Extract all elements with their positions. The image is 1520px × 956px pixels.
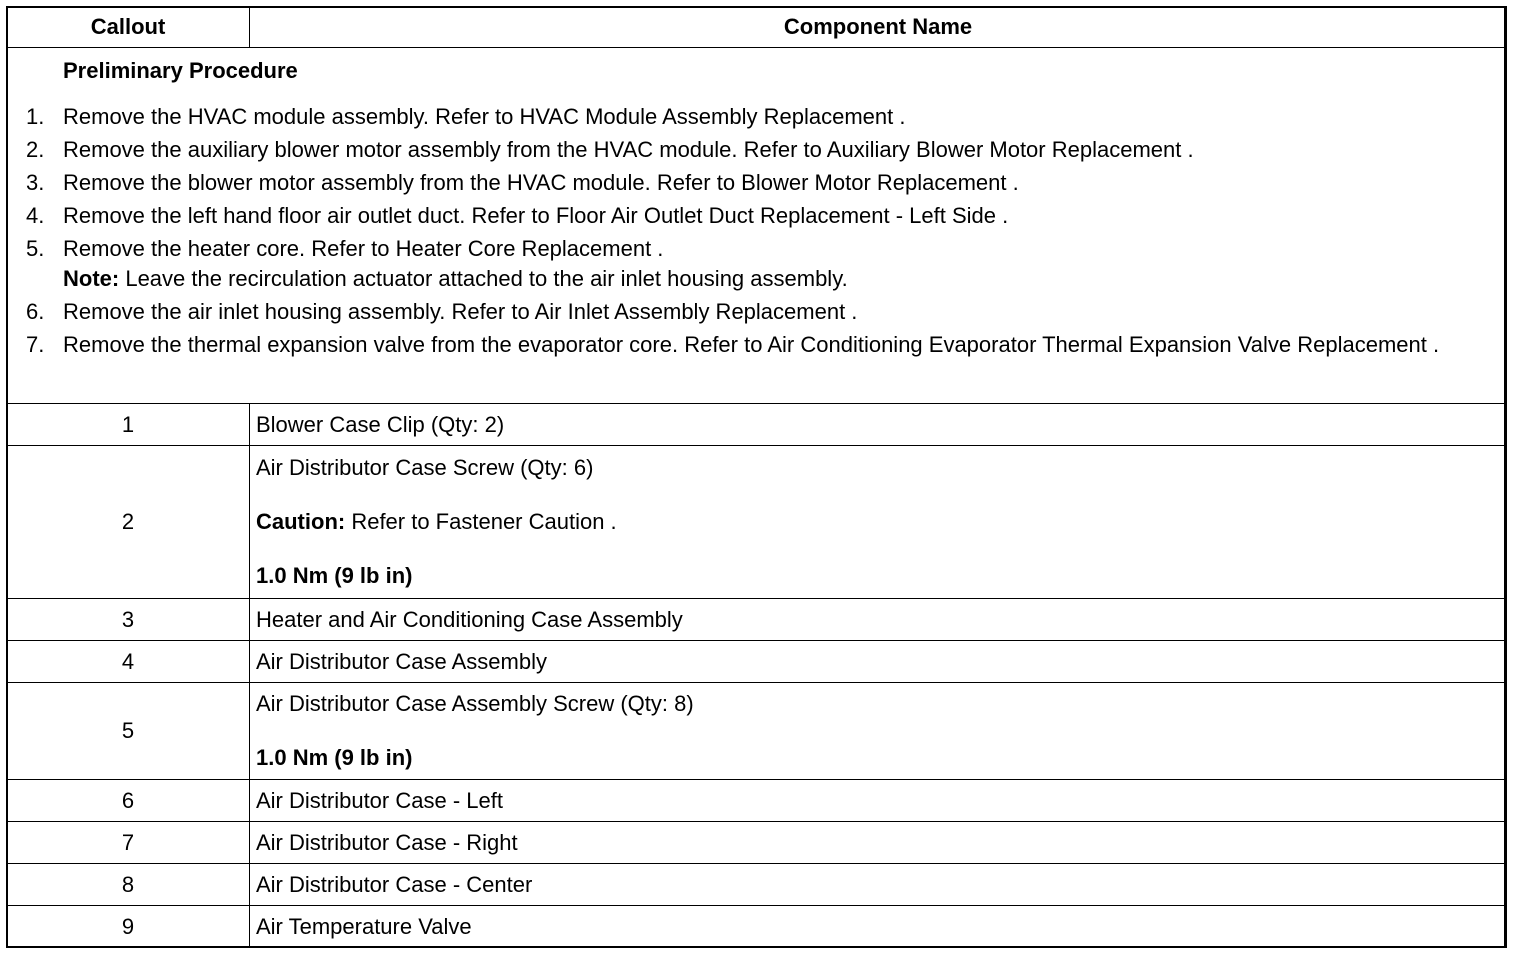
callout-number: 5 [7,683,250,780]
component-name: Air Distributor Case Assembly Screw (Qty: 8) [256,691,694,716]
component-name: Air Distributor Case Assembly [250,641,1507,683]
procedure-step [7,102,1506,132]
step-text: Remove the heater core. Refer to Heater Core Replacement . [63,236,664,261]
callout-number: 8 [7,864,250,906]
component-name: Heater and Air Conditioning Case Assembly [250,599,1507,641]
component-name: Air Distributor Case - Right [250,822,1507,864]
table-row [7,641,1507,683]
procedure-step [7,168,1506,198]
step-text: Remove the blower motor assembly from the HVAC module. Refer to Blower Motor Replacement . [63,170,1019,195]
note-label: Note: [63,266,120,291]
torque-spec: 1.0 Nm (9 lb in) [256,745,413,770]
procedure-title: Preliminary Procedure [63,58,298,83]
step-text: Remove the air inlet housing assembly. Refer to Air Inlet Assembly Replacement . [63,299,858,324]
procedure-step [7,297,1506,327]
component-name: Air Distributor Case Screw (Qty: 6) [256,455,594,480]
callout-number: 1 [7,404,250,446]
procedure-step [7,330,1506,360]
procedure-step [7,135,1506,165]
step-text: Remove the HVAC module assembly. Refer to HVAC Module Assembly Replacement . [63,104,906,129]
component-name: Blower Case Clip (Qty: 2) [250,404,1507,446]
torque-spec: 1.0 Nm (9 lb in) [256,563,413,588]
caution-text: Refer to Fastener Caution . [345,509,617,534]
step-number: 6. [26,299,45,324]
callout-number: 3 [7,599,250,641]
caution-line [256,507,1506,537]
procedure-row [7,48,1507,404]
procedure-steps [7,102,1506,360]
procedure-step [7,201,1506,231]
component-name: Air Distributor Case - Center [250,864,1507,906]
callout-table [6,6,1507,948]
step-number: 3. [26,170,45,195]
step-number: 7. [26,332,45,357]
step-text: Remove the left hand floor air outlet duct. Refer to Floor Air Outlet Duct Replacement - Left Side . [63,203,1009,228]
table-row [7,683,1507,780]
caution-label: Caution: [256,509,346,534]
table-row [7,780,1507,822]
table-row [7,446,1507,599]
header-callout: Callout [7,7,250,48]
component-name: Air Temperature Valve [250,906,1507,948]
step-number: 2. [26,137,45,162]
callout-number: 6 [7,780,250,822]
header-component-name: Component Name [250,7,1507,48]
step-text: Remove the thermal expansion valve from the evaporator core. Refer to Air Conditioning Evaporator Thermal Expansion Valve Replacement . [63,332,1440,357]
step-number: 1. [26,104,45,129]
step-text: Remove the auxiliary blower motor assembly from the HVAC module. Refer to Auxiliary Blower Motor Replacement . [63,137,1194,162]
table-row [7,599,1507,641]
callout-number: 4 [7,641,250,683]
step-number: 4. [26,203,45,228]
callout-number: 9 [7,906,250,948]
procedure-step [7,234,1506,294]
callout-number: 2 [7,446,250,599]
procedure-cell [7,48,1507,404]
table-row [7,404,1507,446]
component-details [250,446,1507,599]
table-row [7,864,1507,906]
note-text: Leave the recirculation actuator attached to the air inlet housing assembly. [119,266,848,291]
step-note [63,264,1506,294]
table-row [7,906,1507,948]
callout-number: 7 [7,822,250,864]
step-number: 5. [26,236,45,261]
table-row [7,822,1507,864]
component-name: Air Distributor Case - Left [250,780,1507,822]
header-row [7,7,1507,48]
component-details [250,683,1507,780]
